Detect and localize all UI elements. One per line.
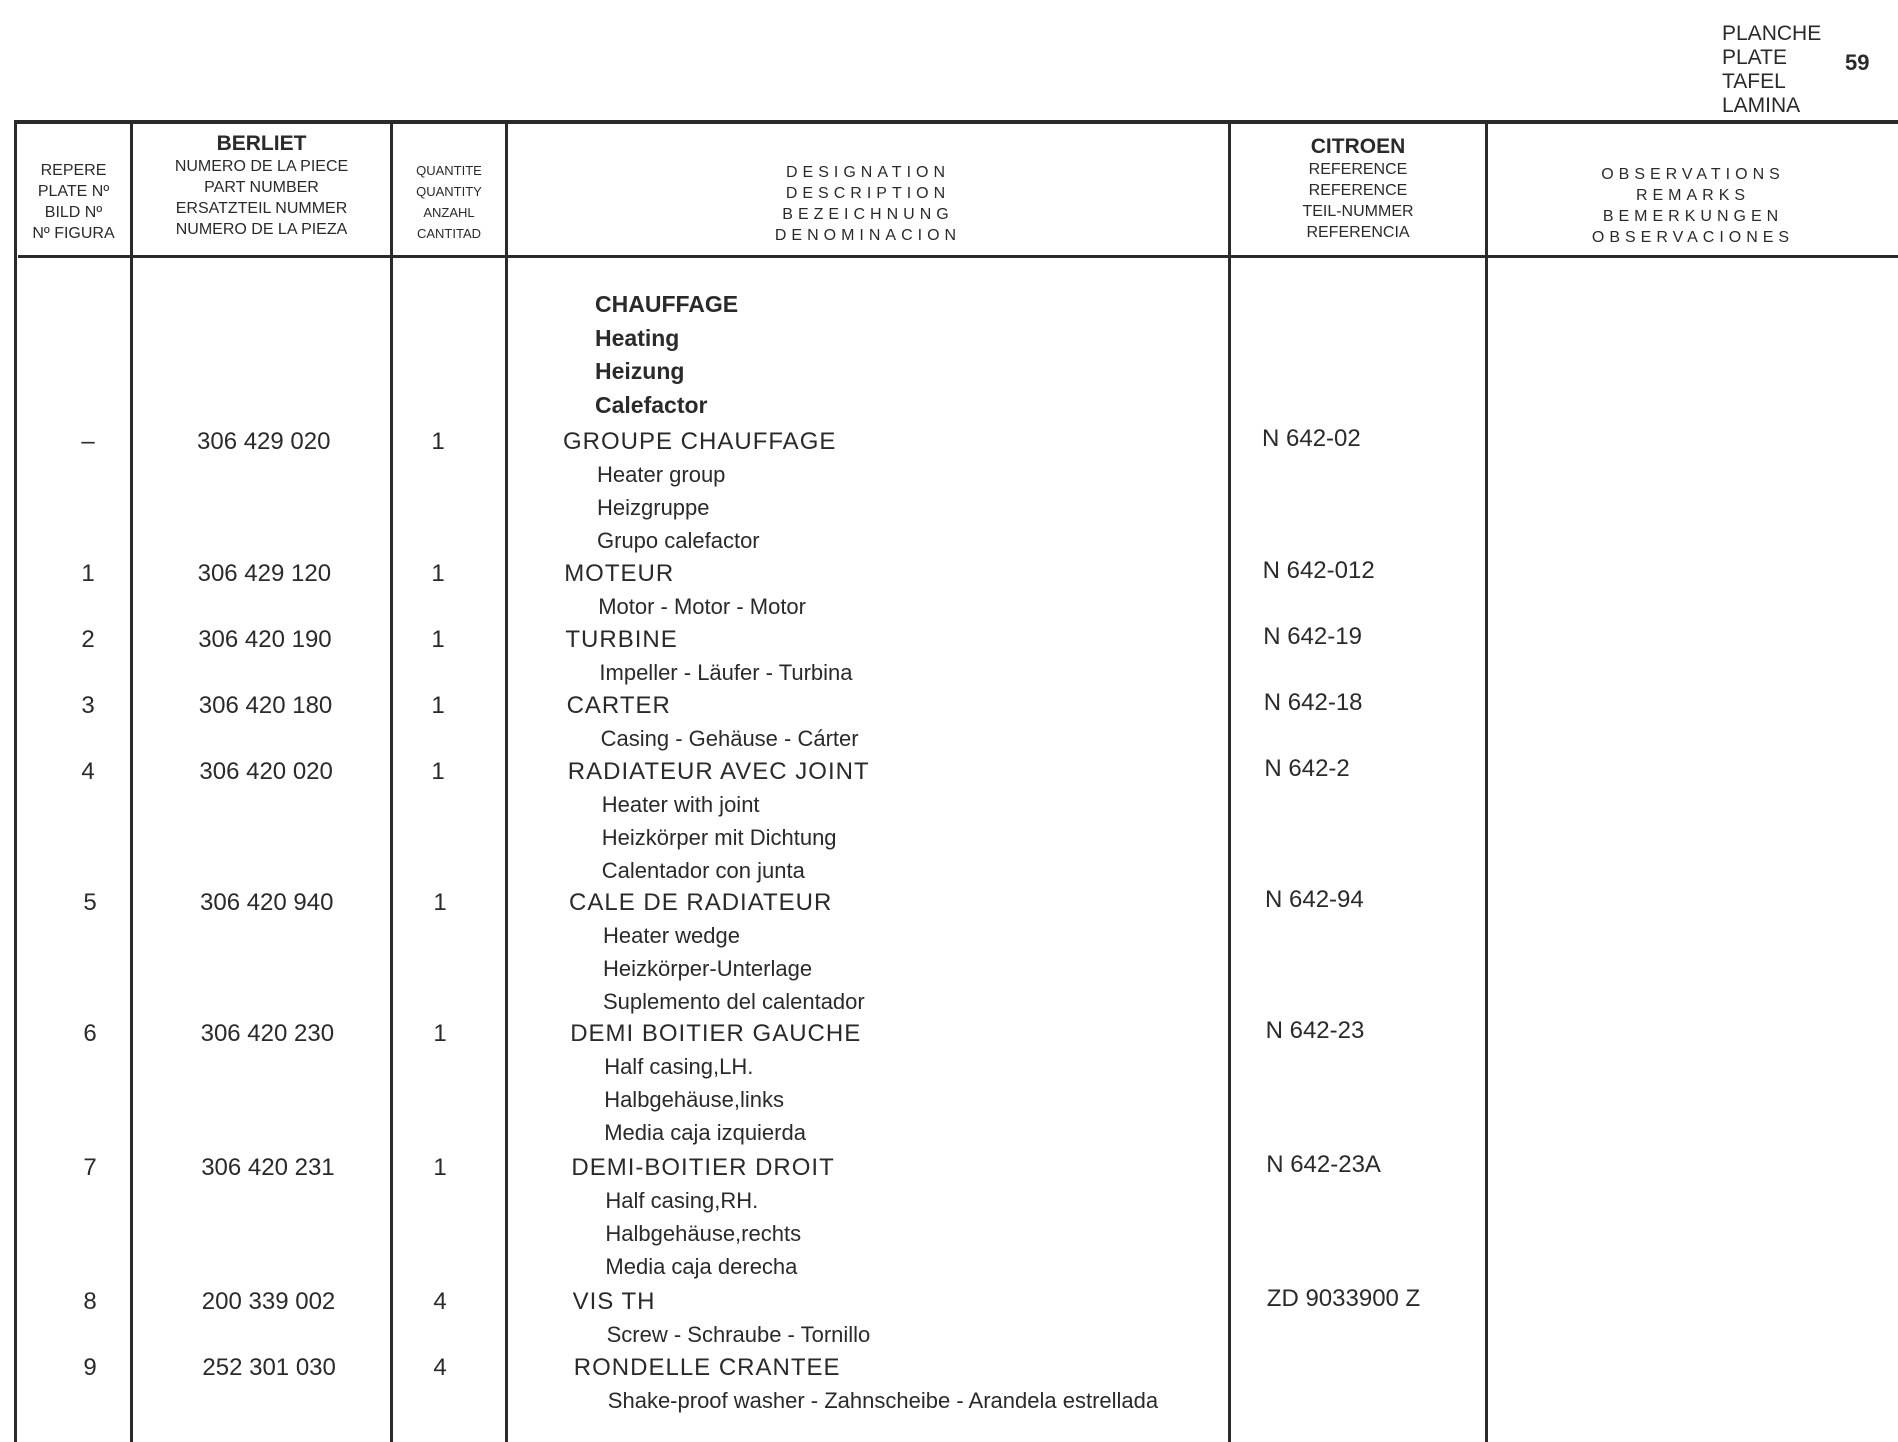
header-repere <box>17 160 130 244</box>
berliet-brand: BERLIET <box>216 132 307 155</box>
citroen-brand: CITROEN <box>1310 135 1406 158</box>
col-divider <box>505 124 508 1442</box>
designation-translation: Heizkörper mit Dichtung <box>601 825 837 850</box>
citroen-reference: N 642-18 <box>1263 689 1363 716</box>
header-line: QUANTITE <box>416 163 482 178</box>
citroen-reference: N 642-19 <box>1263 623 1362 650</box>
repere-number: 3 <box>81 692 95 719</box>
designation-fr: CALE DE RADIATEUR <box>569 889 833 916</box>
header-line: REFERENCE <box>1308 161 1408 178</box>
designation-translation: Motor - Motor - Motor <box>598 594 806 619</box>
designation-translation: Casing - Gehäuse - Cárter <box>600 726 859 751</box>
header-quantite <box>393 160 505 244</box>
header-designation <box>508 162 1228 246</box>
designation-translation: Media caja izquierda <box>604 1120 806 1145</box>
header-line: OBSERVACIONES <box>1591 229 1795 246</box>
designation-fr: GROUPE CHAUFFAGE <box>563 428 837 455</box>
plate-labels <box>1722 22 1821 118</box>
quantity: 1 <box>431 428 445 455</box>
designation-translation: Grupo calefactor <box>597 528 760 553</box>
header-line: OBSERVATIONS <box>1601 166 1785 183</box>
table-top-rule <box>14 120 1898 124</box>
designation-translation: Half casing,LH. <box>604 1054 754 1079</box>
quantity: 1 <box>433 1154 447 1181</box>
citroen-reference: N 642-23 <box>1265 1017 1365 1044</box>
designation-fr: MOTEUR <box>564 560 675 587</box>
quantity: 1 <box>431 626 445 653</box>
plate-number: 59 <box>1845 50 1870 75</box>
header-line: REPERE <box>40 162 107 179</box>
designation-fr: CARTER <box>566 692 671 719</box>
header-line: DESCRIPTION <box>785 185 951 202</box>
designation-translation: Screw - Schraube - Tornillo <box>606 1322 871 1347</box>
designation-translation: Shake-proof washer - Zahnscheibe - Arandela estrellada <box>607 1388 1159 1413</box>
designation-translation: Calentador con junta <box>601 858 805 883</box>
designation-translation: Halbgehäuse,links <box>604 1087 784 1112</box>
header-line: DENOMINACION <box>774 227 962 244</box>
header-line: REFERENCE <box>1308 182 1408 199</box>
header-line: REFERENCIA <box>1306 224 1410 241</box>
designation-fr: DEMI BOITIER GAUCHE <box>570 1020 862 1047</box>
repere-number: 5 <box>83 889 97 916</box>
designation-translation: Suplemento del calentador <box>603 989 865 1014</box>
quantity: 1 <box>431 692 445 719</box>
citroen-reference: N 642-2 <box>1264 755 1350 782</box>
quantity: 1 <box>431 560 445 587</box>
quantity: 1 <box>431 758 445 785</box>
berliet-part-number: 306 429 120 <box>197 560 332 587</box>
berliet-part-number: 306 420 230 <box>200 1020 335 1047</box>
section-line: Heizung <box>595 358 685 384</box>
designation-fr: DEMI-BOITIER DROIT <box>571 1154 835 1181</box>
header-line: BEZEICHNUNG <box>782 206 954 223</box>
header-observations <box>1488 164 1898 248</box>
repere-number: 1 <box>81 560 95 587</box>
header-line: ERSATZTEIL NUMMER <box>175 200 348 217</box>
header-citroen <box>1231 135 1485 243</box>
designation-fr: VIS TH <box>572 1288 656 1315</box>
designation-fr: RADIATEUR AVEC JOINT <box>567 758 870 785</box>
plate-label: TAFEL <box>1722 70 1786 93</box>
berliet-part-number: 200 339 002 <box>201 1288 336 1315</box>
citroen-reference: N 642-23A <box>1266 1151 1381 1178</box>
citroen-reference: N 642-94 <box>1265 886 1364 913</box>
designation-translation: Heater with joint <box>601 792 760 817</box>
designation-translation: Heater wedge <box>603 923 740 948</box>
designation-translation: Heizkörper-Unterlage <box>603 956 813 981</box>
designation-fr: RONDELLE CRANTEE <box>573 1354 841 1381</box>
section-line: Heating <box>595 324 680 351</box>
header-line: PLATE Nº <box>37 183 110 200</box>
quantity: 1 <box>433 889 447 916</box>
plate-label: PLANCHE <box>1722 22 1822 45</box>
header-line: DESIGNATION <box>785 164 951 181</box>
repere-number: 9 <box>83 1354 97 1381</box>
berliet-part-number: 306 420 231 <box>201 1154 335 1181</box>
plate-label: PLATE <box>1722 46 1787 69</box>
header-line: CANTITAD <box>416 226 482 241</box>
header-berliet <box>133 132 390 240</box>
plate-label: LAMINA <box>1722 94 1801 117</box>
header-line: PART NUMBER <box>204 179 319 196</box>
header-line: BILD Nº <box>44 204 103 221</box>
header-line: NUMERO DE LA PIEZA <box>175 221 348 238</box>
designation-translation: Heizgruppe <box>597 495 710 520</box>
repere-number: 6 <box>83 1020 97 1047</box>
header-line: NUMERO DE LA PIECE <box>174 158 349 175</box>
col-divider <box>1228 124 1231 1442</box>
quantity: 4 <box>433 1288 447 1315</box>
designation-translation: Heater group <box>597 462 726 487</box>
berliet-part-number: 252 301 030 <box>202 1354 336 1381</box>
repere-number: 8 <box>83 1288 97 1315</box>
designation-translation: Half casing,RH. <box>605 1188 759 1213</box>
designation-translation: Impeller - Läufer - Turbina <box>599 660 853 685</box>
section-line: CHAUFFAGE <box>595 291 739 317</box>
col-divider <box>130 124 133 1442</box>
citroen-reference: N 642-012 <box>1262 557 1375 584</box>
col-divider <box>390 124 393 1442</box>
citroen-reference: N 642-02 <box>1262 425 1361 452</box>
berliet-part-number: 306 420 940 <box>200 889 334 916</box>
header-line: QUANTITY <box>416 184 482 199</box>
header-line: BEMERKUNGEN <box>1602 208 1784 225</box>
berliet-part-number: 306 420 020 <box>199 758 333 785</box>
header-line: Nº FIGURA <box>32 225 115 242</box>
section-line: Calefactor <box>595 391 708 418</box>
section-title <box>595 288 738 422</box>
citroen-reference: ZD 9033900 Z <box>1266 1285 1421 1312</box>
header-line: REMARKS <box>1635 187 1751 204</box>
repere-number: 4 <box>81 758 95 785</box>
quantity: 1 <box>433 1020 447 1047</box>
table-left-border <box>14 120 17 1442</box>
quantity: 4 <box>433 1354 447 1381</box>
header-line: ANZAHL <box>423 205 475 220</box>
repere-number: 7 <box>83 1154 97 1181</box>
berliet-part-number: 306 429 020 <box>197 428 331 455</box>
designation-translation: Halbgehäuse,rechts <box>605 1221 802 1246</box>
repere-number: – <box>81 428 95 455</box>
col-divider <box>1485 124 1488 1442</box>
header-line: TEIL-NUMMER <box>1302 203 1414 220</box>
repere-number: 2 <box>81 626 95 653</box>
berliet-part-number: 306 420 180 <box>198 692 333 719</box>
designation-translation: Media caja derecha <box>605 1254 798 1279</box>
designation-fr: TURBINE <box>565 626 678 653</box>
header-bottom-rule <box>18 255 1898 258</box>
berliet-part-number: 306 420 190 <box>198 626 332 653</box>
